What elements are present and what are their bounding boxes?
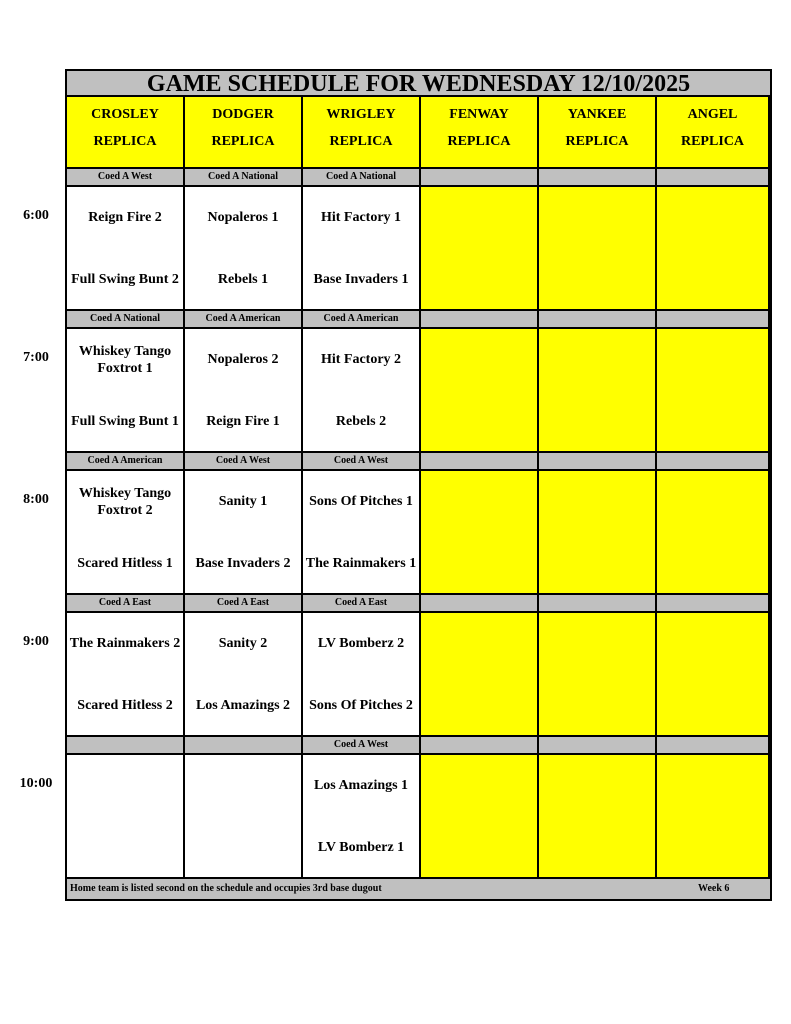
- game-cell: [303, 755, 421, 879]
- division-label: [657, 737, 770, 755]
- unused-field-cell: [421, 613, 539, 737]
- unused-field-cell: [421, 755, 539, 879]
- game-cell: [67, 187, 185, 311]
- unused-field-cell: [539, 613, 657, 737]
- unused-field-cell: [657, 755, 770, 879]
- away-team: LV Bomberz 2: [317, 636, 405, 651]
- away-team: Sanity 1: [218, 494, 268, 509]
- game-cell: [185, 755, 303, 879]
- division-label: [421, 453, 539, 471]
- division-label: Coed A National: [185, 169, 303, 187]
- field-header-angel: [657, 97, 770, 169]
- field-subtitle: REPLICA: [93, 134, 157, 149]
- game-cell: [67, 471, 185, 595]
- game-cell: [303, 613, 421, 737]
- away-team: Whiskey Tango Foxtrot 1: [78, 344, 172, 376]
- field-subtitle: REPLICA: [565, 134, 629, 149]
- game-cell: [185, 329, 303, 453]
- away-team: Hit Factory 1: [320, 210, 402, 225]
- home-team: Rebels 1: [217, 272, 269, 287]
- unused-field-cell: [539, 329, 657, 453]
- division-label: Coed A National: [67, 311, 185, 329]
- division-label: [657, 595, 770, 613]
- field-name: WRIGLEY: [326, 107, 396, 122]
- division-label: [539, 453, 657, 471]
- game-cell: [303, 471, 421, 595]
- field-header-fenway: [421, 97, 539, 169]
- away-team: Reign Fire 2: [88, 210, 162, 225]
- away-team: The Rainmakers 2: [69, 636, 181, 651]
- division-label: [539, 311, 657, 329]
- unused-field-cell: [539, 471, 657, 595]
- game-cell: [185, 187, 303, 311]
- unused-field-cell: [657, 187, 770, 311]
- division-label: Coed A East: [185, 595, 303, 613]
- division-label: [657, 311, 770, 329]
- division-label: [539, 595, 657, 613]
- unused-field-cell: [657, 329, 770, 453]
- unused-field-cell: [421, 187, 539, 311]
- away-team: Hit Factory 2: [320, 352, 402, 367]
- away-team: Whiskey Tango Foxtrot 2: [78, 486, 172, 518]
- field-name: CROSLEY: [91, 107, 159, 122]
- unused-field-cell: [421, 471, 539, 595]
- home-team: Full Swing Bunt 1: [71, 414, 179, 429]
- time-slot-label: 10:00: [19, 776, 53, 791]
- unused-field-cell: [539, 755, 657, 879]
- footer-note: Home team is listed second on the schedule and occupies 3rd base dugout: [70, 883, 382, 894]
- division-label: Coed A West: [185, 453, 303, 471]
- home-team: Reign Fire 1: [206, 414, 280, 429]
- division-label: Coed A East: [67, 595, 185, 613]
- division-label: Coed A American: [67, 453, 185, 471]
- game-cell: [303, 187, 421, 311]
- time-slot-label: 8:00: [23, 492, 49, 507]
- division-label: Coed A West: [303, 453, 421, 471]
- game-cell: [67, 755, 185, 879]
- footer-band: [67, 879, 770, 899]
- division-label: [657, 453, 770, 471]
- field-header-yankee: [539, 97, 657, 169]
- field-name: YANKEE: [567, 107, 627, 122]
- game-cell: [303, 329, 421, 453]
- home-team: Scared Hitless 2: [77, 698, 173, 713]
- division-label: [421, 595, 539, 613]
- game-cell: [67, 329, 185, 453]
- game-cell: [185, 471, 303, 595]
- field-header-wrigley: [303, 97, 421, 169]
- home-team: Base Invaders 1: [313, 272, 409, 287]
- division-label: [657, 169, 770, 187]
- home-team: Los Amazings 2: [195, 698, 291, 713]
- time-slot-label: 6:00: [23, 208, 49, 223]
- division-label: [67, 737, 185, 755]
- away-team: Nopaleros 1: [207, 210, 279, 225]
- division-label: [185, 737, 303, 755]
- home-team: Full Swing Bunt 2: [71, 272, 179, 287]
- home-team: LV Bomberz 1: [317, 840, 405, 855]
- division-label: [421, 169, 539, 187]
- time-slot-label: 9:00: [23, 634, 49, 649]
- division-label: Coed A National: [303, 169, 421, 187]
- division-label: Coed A West: [303, 737, 421, 755]
- away-team: Sons Of Pitches 1: [309, 494, 413, 509]
- away-team: Sanity 2: [218, 636, 268, 651]
- field-name: DODGER: [212, 107, 274, 122]
- home-team: The Rainmakers 1: [305, 556, 417, 571]
- unused-field-cell: [657, 613, 770, 737]
- game-cell: [67, 613, 185, 737]
- field-name: ANGEL: [687, 107, 738, 122]
- field-subtitle: REPLICA: [211, 134, 275, 149]
- game-cell: [185, 613, 303, 737]
- field-subtitle: REPLICA: [680, 134, 744, 149]
- field-subtitle: REPLICA: [329, 134, 393, 149]
- unused-field-cell: [657, 471, 770, 595]
- division-label: Coed A West: [67, 169, 185, 187]
- field-header-dodger: [185, 97, 303, 169]
- home-team: Rebels 2: [335, 414, 387, 429]
- division-label: [421, 737, 539, 755]
- division-label: Coed A East: [303, 595, 421, 613]
- division-label: [539, 737, 657, 755]
- week-label: Week 6: [698, 883, 730, 894]
- schedule-sheet: [65, 69, 772, 901]
- field-header-crosley: [67, 97, 185, 169]
- home-team: Base Invaders 2: [195, 556, 291, 571]
- field-subtitle: REPLICA: [447, 134, 511, 149]
- away-team: Los Amazings 1: [313, 778, 409, 793]
- page-title: GAME SCHEDULE FOR WEDNESDAY 12/10/2025: [67, 71, 770, 97]
- division-label: [539, 169, 657, 187]
- home-team: Sons Of Pitches 2: [309, 698, 413, 713]
- unused-field-cell: [539, 187, 657, 311]
- division-label: Coed A American: [185, 311, 303, 329]
- field-name: FENWAY: [449, 107, 509, 122]
- away-team: Nopaleros 2: [207, 352, 279, 367]
- unused-field-cell: [421, 329, 539, 453]
- home-team: Scared Hitless 1: [77, 556, 173, 571]
- division-label: [421, 311, 539, 329]
- division-label: Coed A American: [303, 311, 421, 329]
- time-slot-label: 7:00: [23, 350, 49, 365]
